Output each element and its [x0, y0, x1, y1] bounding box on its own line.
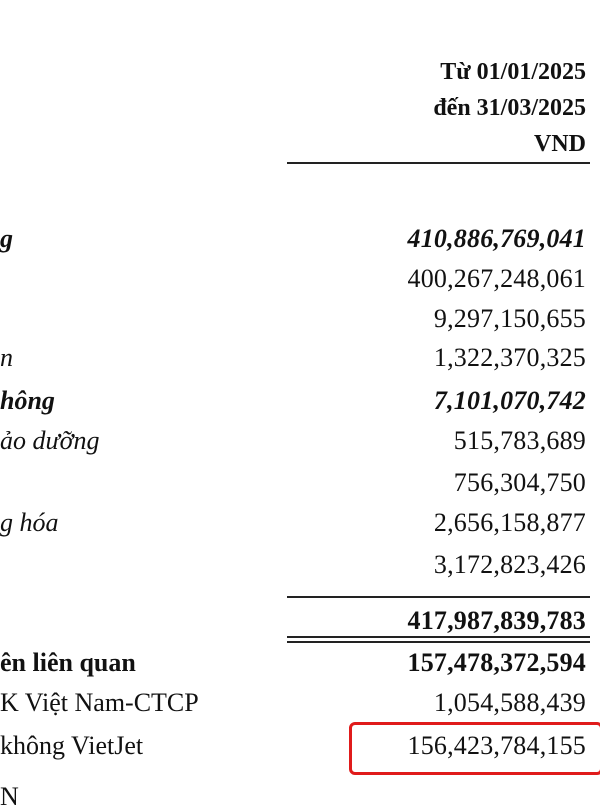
- row-value: 1,054,588,439: [433, 688, 586, 717]
- row-value: 9,297,150,655: [433, 304, 586, 333]
- row-label: N: [0, 782, 19, 811]
- row-label-total-revenue: g: [0, 224, 13, 253]
- period-from: Từ 01/01/2025: [440, 59, 586, 85]
- header-underline: [287, 162, 590, 164]
- row-value: 1,322,370,325: [433, 343, 586, 372]
- row-value-vietjet: 156,423,784,155: [407, 731, 586, 760]
- row-value-subtotal: 7,101,070,742: [433, 386, 586, 415]
- period-to: đến 31/03/2025: [433, 95, 586, 121]
- currency-label: VND: [534, 131, 586, 157]
- total-double-rule-2: [287, 641, 590, 643]
- row-label-related-parties: ên liên quan: [0, 648, 136, 677]
- row-label: ảo dưỡng: [0, 426, 100, 455]
- row-value: 515,783,689: [453, 426, 586, 455]
- row-label: n: [0, 343, 13, 372]
- row-label: g hóa: [0, 508, 59, 537]
- total-double-rule-1: [287, 636, 590, 638]
- row-value-grand-total: 417,987,839,783: [407, 606, 586, 635]
- row-value: 3,172,823,426: [433, 550, 586, 579]
- row-label: K Việt Nam-CTCP: [0, 688, 199, 717]
- row-value: 756,304,750: [453, 468, 586, 497]
- row-value: 400,267,248,061: [407, 264, 586, 293]
- row-value: 2,656,158,877: [433, 508, 586, 537]
- row-label-vietjet: không VietJet: [0, 731, 144, 760]
- row-value-total-revenue: 410,886,769,041: [407, 224, 586, 253]
- highlight-box: [349, 722, 600, 775]
- row-value-related-parties: 157,478,372,594: [407, 648, 586, 677]
- row-label-subtotal: hông: [0, 386, 55, 415]
- total-top-rule: [287, 596, 590, 598]
